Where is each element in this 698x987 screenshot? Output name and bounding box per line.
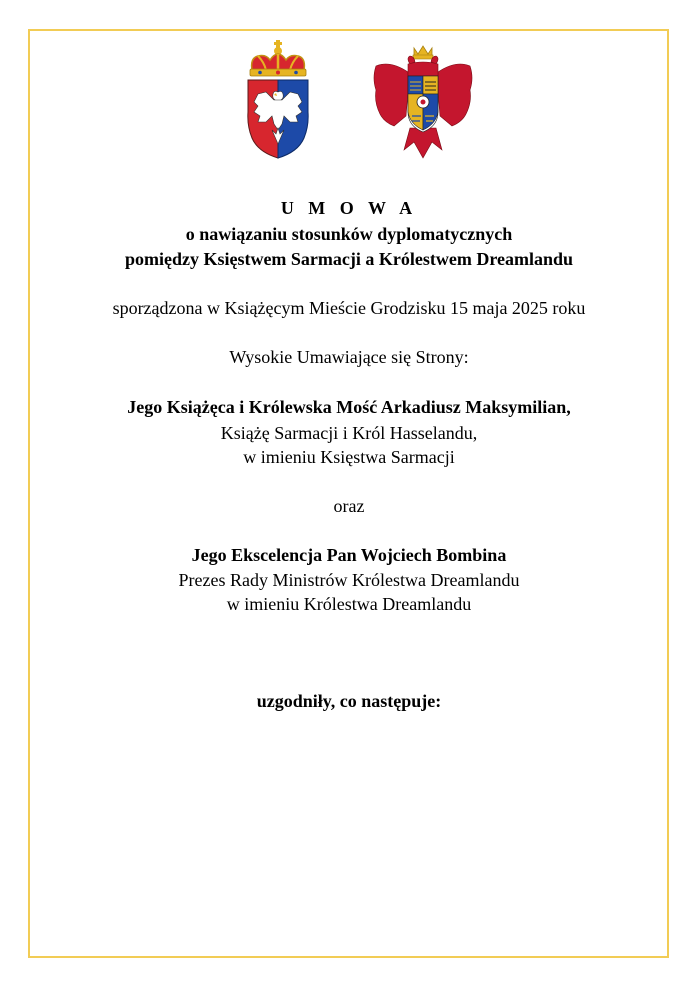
central-shield bbox=[408, 76, 438, 132]
document-subtitle-line-1: o nawiązaniu stosunków dyplomatycznych bbox=[185, 224, 513, 244]
party-1-title: Książę Sarmacji i Król Hasselandu, bbox=[220, 423, 478, 443]
conjunction: oraz bbox=[333, 496, 365, 516]
party-1-name: Jego Książęca i Królewska Mość Arkadiusz Maksymilian, bbox=[127, 397, 571, 417]
sarmatia-coat-of-arms bbox=[244, 40, 312, 161]
parties-intro: Wysokie Umawiające się Strony: bbox=[229, 347, 469, 367]
dreamland-coat-of-arms bbox=[370, 42, 476, 160]
party-2-name: Jego Ekscelencja Pan Wojciech Bombina bbox=[191, 545, 507, 565]
crown-icon bbox=[413, 46, 433, 59]
party-2-title: Prezes Rady Ministrów Królestwa Dreamlandu bbox=[178, 570, 520, 590]
closing-statement: uzgodniły, co następuje: bbox=[256, 691, 442, 711]
coat-of-arms-row bbox=[0, 40, 698, 170]
party-1-on-behalf: w imieniu Księstwa Sarmacji bbox=[243, 447, 455, 467]
party-2-on-behalf: w imieniu Królestwa Dreamlandu bbox=[226, 594, 472, 614]
document-title: U M O W A bbox=[280, 198, 418, 218]
place-and-date: sporządzona w Książęcym Mieście Grodzisku 15 maja 2025 roku bbox=[112, 298, 586, 318]
crown-icon bbox=[250, 40, 306, 76]
document-subtitle-line-2: pomiędzy Księstwem Sarmacji a Królestwem Dreamlandu bbox=[124, 249, 574, 269]
